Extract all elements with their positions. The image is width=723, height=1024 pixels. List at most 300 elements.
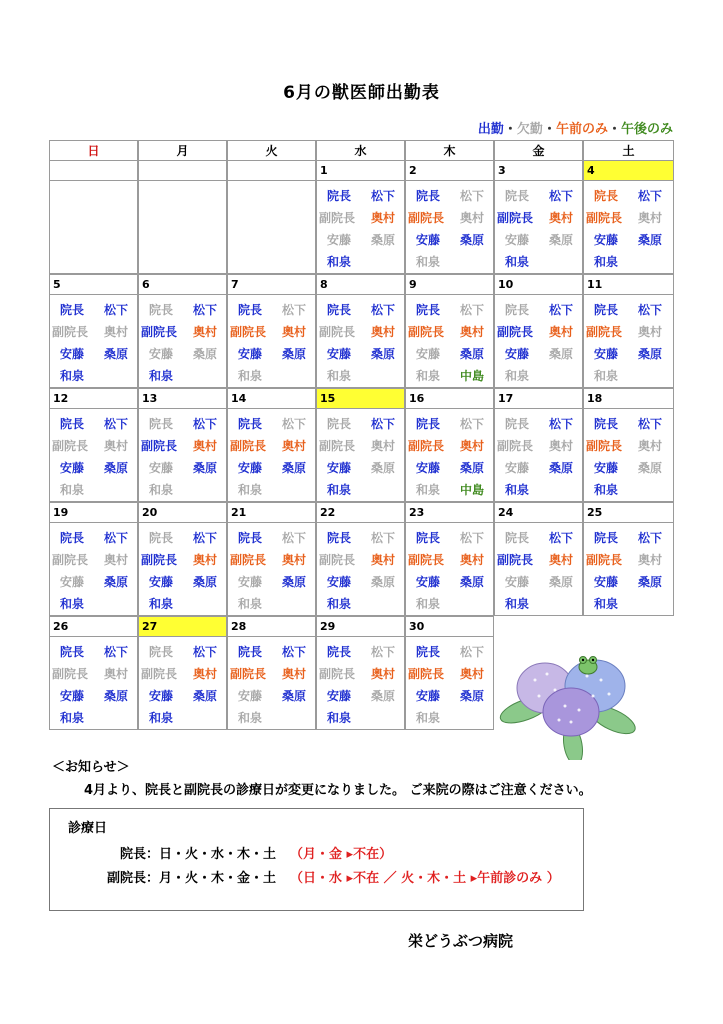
- staff-name: 和泉: [416, 369, 441, 383]
- staff-name: 桑原: [371, 689, 396, 703]
- staff-name: 安藤: [416, 461, 441, 475]
- date-number: 6: [138, 274, 227, 295]
- staff-name: 院長: [416, 531, 441, 545]
- staff-name: 奥村: [460, 667, 485, 681]
- staff-name: 院長: [238, 303, 263, 317]
- staff-name: 桑原: [282, 689, 307, 703]
- staff-name: 奥村: [193, 439, 218, 453]
- staff-name: 奥村: [549, 553, 574, 567]
- day-cell: [583, 522, 674, 616]
- date-number: 13: [138, 388, 227, 409]
- staff-name: 和泉: [238, 483, 263, 497]
- staff-name: 安藤: [505, 233, 530, 247]
- staff-name: 松下: [282, 417, 307, 431]
- staff-name: 院長: [594, 303, 619, 317]
- empty-day-cell: [138, 180, 227, 274]
- staff-name: 副院長: [319, 325, 356, 339]
- staff-name: 和泉: [327, 483, 352, 497]
- staff-name: 松下: [193, 417, 218, 431]
- staff-name: 奥村: [282, 325, 307, 339]
- staff-name: 松下: [193, 531, 218, 545]
- staff-name: 桑原: [638, 575, 663, 589]
- weekday-header: 火: [227, 140, 316, 161]
- hospital-name: 栄どうぶつ病院: [408, 932, 514, 950]
- staff-name: 副院長: [319, 553, 356, 567]
- staff-name: 松下: [104, 303, 129, 317]
- staff-name: 副院長: [408, 211, 445, 225]
- staff-name: 和泉: [594, 255, 619, 269]
- staff-name: 和泉: [149, 597, 174, 611]
- date-number: 7: [227, 274, 316, 295]
- director-days: ：日・火・水・木・土: [146, 847, 277, 862]
- date-number: 12: [49, 388, 138, 409]
- duty-calendar: [49, 140, 674, 738]
- staff-name: 安藤: [238, 461, 263, 475]
- date-number: 29: [316, 616, 405, 637]
- day-cell: [494, 180, 583, 274]
- staff-name: 安藤: [594, 233, 619, 247]
- staff-name: 院長: [416, 303, 441, 317]
- staff-name: 副院長: [52, 667, 89, 681]
- staff-name: 和泉: [238, 369, 263, 383]
- date-number: 22: [316, 502, 405, 523]
- staff-name: 桑原: [638, 233, 663, 247]
- legend-separator: ・: [607, 122, 621, 137]
- empty-day-cell: [227, 180, 316, 274]
- date-number: 15: [316, 388, 405, 409]
- staff-name: 和泉: [416, 711, 441, 725]
- staff-name: 奥村: [282, 667, 307, 681]
- staff-name: 松下: [282, 645, 307, 659]
- day-cell: [316, 180, 405, 274]
- staff-name: 中島: [460, 483, 485, 497]
- staff-name: 安藤: [327, 347, 352, 361]
- staff-name: 和泉: [416, 255, 441, 269]
- staff-name: 桑原: [104, 461, 129, 475]
- staff-name: 院長: [238, 531, 263, 545]
- staff-name: 安藤: [594, 461, 619, 475]
- staff-name: 奥村: [549, 325, 574, 339]
- staff-name: 安藤: [149, 575, 174, 589]
- staff-name: 和泉: [238, 597, 263, 611]
- staff-name: 松下: [638, 417, 663, 431]
- staff-name: 桑原: [460, 689, 485, 703]
- staff-name: 安藤: [60, 347, 85, 361]
- staff-name: 院長: [505, 189, 530, 203]
- staff-name: 安藤: [60, 575, 85, 589]
- staff-name: 安藤: [238, 347, 263, 361]
- date-number: 23: [405, 502, 494, 523]
- staff-name: 奥村: [282, 553, 307, 567]
- staff-name: 奥村: [460, 211, 485, 225]
- staff-name: 桑原: [371, 233, 396, 247]
- staff-name: 副院長: [141, 325, 178, 339]
- staff-name: 松下: [371, 645, 396, 659]
- staff-name: 副院長: [586, 211, 623, 225]
- staff-name: 桑原: [549, 347, 574, 361]
- date-number: 4: [583, 160, 674, 181]
- staff-name: 奥村: [371, 667, 396, 681]
- staff-name: 桑原: [460, 461, 485, 475]
- staff-name: 松下: [549, 417, 574, 431]
- day-cell: [316, 636, 405, 730]
- staff-name: 松下: [460, 645, 485, 659]
- staff-name: 桑原: [549, 233, 574, 247]
- day-cell: [583, 180, 674, 274]
- empty-date-cell: [227, 160, 316, 181]
- staff-name: 安藤: [505, 575, 530, 589]
- staff-name: 奥村: [193, 553, 218, 567]
- staff-name: 副院長: [52, 553, 89, 567]
- staff-name: 院長: [505, 303, 530, 317]
- staff-name: 松下: [371, 531, 396, 545]
- hydrangea-frog-illustration: [495, 650, 645, 760]
- staff-name: 副院長: [586, 325, 623, 339]
- staff-name: 松下: [460, 303, 485, 317]
- staff-name: 桑原: [104, 689, 129, 703]
- staff-name: 和泉: [60, 483, 85, 497]
- staff-name: 奥村: [193, 325, 218, 339]
- status-legend: [478, 118, 673, 137]
- staff-name: 安藤: [327, 689, 352, 703]
- staff-name: 桑原: [193, 689, 218, 703]
- staff-name: 副院長: [497, 553, 534, 567]
- staff-name: 副院長: [408, 553, 445, 567]
- staff-name: 和泉: [594, 483, 619, 497]
- staff-name: 奥村: [193, 667, 218, 681]
- staff-name: 松下: [371, 189, 396, 203]
- staff-name: 和泉: [505, 255, 530, 269]
- date-number: 24: [494, 502, 583, 523]
- staff-name: 奥村: [638, 325, 663, 339]
- date-number: 18: [583, 388, 674, 409]
- staff-name: 奥村: [549, 439, 574, 453]
- staff-name: 安藤: [149, 461, 174, 475]
- weekday-header: 土: [583, 140, 674, 161]
- staff-name: 院長: [416, 417, 441, 431]
- vice-director-days-row: [90, 867, 560, 886]
- empty-date-cell: [138, 160, 227, 181]
- staff-name: 桑原: [549, 461, 574, 475]
- staff-name: 奥村: [371, 211, 396, 225]
- staff-name: 和泉: [505, 597, 530, 611]
- staff-name: 安藤: [238, 689, 263, 703]
- staff-name: 桑原: [460, 233, 485, 247]
- date-number: 21: [227, 502, 316, 523]
- day-cell: [316, 294, 405, 388]
- staff-name: 院長: [60, 303, 85, 317]
- empty-day-cell: [49, 180, 138, 274]
- staff-name: 院長: [416, 645, 441, 659]
- weekday-header: 水: [316, 140, 405, 161]
- staff-name: 松下: [549, 303, 574, 317]
- staff-name: 奥村: [638, 211, 663, 225]
- staff-name: 奥村: [371, 325, 396, 339]
- date-number: 20: [138, 502, 227, 523]
- staff-name: 桑原: [282, 575, 307, 589]
- staff-name: 桑原: [193, 575, 218, 589]
- staff-name: 院長: [327, 189, 352, 203]
- staff-name: 和泉: [60, 597, 85, 611]
- staff-name: 松下: [282, 303, 307, 317]
- day-cell: [583, 294, 674, 388]
- staff-name: 院長: [327, 303, 352, 317]
- staff-name: 桑原: [282, 461, 307, 475]
- date-number: 5: [49, 274, 138, 295]
- staff-name: 副院長: [408, 667, 445, 681]
- staff-name: 院長: [149, 531, 174, 545]
- staff-name: 桑原: [638, 461, 663, 475]
- staff-name: 安藤: [149, 689, 174, 703]
- date-number: 11: [583, 274, 674, 295]
- staff-name: 和泉: [416, 483, 441, 497]
- staff-name: 松下: [460, 531, 485, 545]
- staff-name: 副院長: [230, 553, 267, 567]
- staff-name: 副院長: [319, 667, 356, 681]
- staff-name: 副院長: [52, 325, 89, 339]
- notice-heading: ＜お知らせ＞: [52, 760, 130, 775]
- staff-name: 院長: [594, 417, 619, 431]
- staff-name: 松下: [193, 303, 218, 317]
- staff-name: 副院長: [408, 439, 445, 453]
- consultation-days-box: [49, 808, 584, 911]
- staff-name: 松下: [371, 417, 396, 431]
- staff-name: 安藤: [416, 575, 441, 589]
- staff-name: 副院長: [497, 439, 534, 453]
- staff-name: 松下: [104, 417, 129, 431]
- date-number: 3: [494, 160, 583, 181]
- staff-name: 副院長: [141, 667, 178, 681]
- day-cell: [405, 408, 494, 502]
- staff-name: 松下: [104, 645, 129, 659]
- staff-name: 副院長: [141, 553, 178, 567]
- director-label: 院長: [119, 847, 146, 862]
- staff-name: 奥村: [371, 439, 396, 453]
- staff-name: 奥村: [282, 439, 307, 453]
- day-cell: [316, 408, 405, 502]
- staff-name: 副院長: [586, 553, 623, 567]
- staff-name: 松下: [638, 531, 663, 545]
- staff-name: 桑原: [460, 347, 485, 361]
- staff-name: 松下: [638, 303, 663, 317]
- staff-name: 副院長: [319, 211, 356, 225]
- staff-name: 安藤: [327, 233, 352, 247]
- day-cell: [316, 522, 405, 616]
- staff-name: 桑原: [638, 347, 663, 361]
- date-number: 17: [494, 388, 583, 409]
- staff-name: 和泉: [149, 483, 174, 497]
- staff-name: 桑原: [193, 347, 218, 361]
- staff-name: 副院長: [497, 211, 534, 225]
- staff-name: 桑原: [282, 347, 307, 361]
- staff-name: 安藤: [327, 575, 352, 589]
- staff-name: 奥村: [638, 553, 663, 567]
- day-cell: [494, 522, 583, 616]
- notice-text: 4月より、院長と副院長の診療日が変更になりました。 ご来院の際はご注意ください。: [84, 783, 592, 798]
- day-cell: [405, 180, 494, 274]
- weekday-header: 金: [494, 140, 583, 161]
- staff-name: 和泉: [60, 711, 85, 725]
- staff-name: 奥村: [460, 439, 485, 453]
- staff-name: 安藤: [416, 689, 441, 703]
- staff-name: 院長: [594, 189, 619, 203]
- staff-name: 副院長: [230, 439, 267, 453]
- legend-pm: 午後のみ: [620, 122, 673, 137]
- staff-name: 和泉: [60, 369, 85, 383]
- staff-name: 松下: [460, 189, 485, 203]
- staff-name: 松下: [638, 189, 663, 203]
- staff-name: 安藤: [60, 461, 85, 475]
- legend-off: 欠勤: [516, 122, 543, 137]
- day-cell: [49, 294, 138, 388]
- staff-name: 松下: [282, 531, 307, 545]
- staff-name: 安藤: [327, 461, 352, 475]
- day-cell: [494, 294, 583, 388]
- day-cell: [494, 408, 583, 502]
- staff-name: 桑原: [104, 575, 129, 589]
- staff-name: 和泉: [327, 369, 352, 383]
- day-cell: [138, 636, 227, 730]
- staff-name: 和泉: [327, 711, 352, 725]
- date-number: 2: [405, 160, 494, 181]
- staff-name: 院長: [238, 417, 263, 431]
- staff-name: 安藤: [238, 575, 263, 589]
- day-cell: [227, 636, 316, 730]
- staff-name: 桑原: [549, 575, 574, 589]
- vice-director-note: （日・水 ▸不在 ／ 火・木・土 ▸午前診のみ ）: [290, 871, 560, 886]
- date-number: 8: [316, 274, 405, 295]
- day-cell: [227, 294, 316, 388]
- staff-name: 奥村: [104, 439, 129, 453]
- staff-name: 院長: [149, 303, 174, 317]
- staff-name: 安藤: [505, 347, 530, 361]
- staff-name: 和泉: [505, 369, 530, 383]
- day-cell: [227, 522, 316, 616]
- staff-name: 安藤: [594, 575, 619, 589]
- legend-am: 午前のみ: [555, 122, 608, 137]
- day-cell: [49, 522, 138, 616]
- staff-name: 院長: [327, 417, 352, 431]
- staff-name: 安藤: [149, 347, 174, 361]
- date-number: 28: [227, 616, 316, 637]
- staff-name: 安藤: [594, 347, 619, 361]
- director-days-row: [90, 843, 392, 862]
- weekday-header: 日: [49, 140, 138, 161]
- staff-name: 和泉: [149, 369, 174, 383]
- day-cell: [405, 294, 494, 388]
- staff-name: 院長: [149, 645, 174, 659]
- consultation-days-title: 診療日: [68, 821, 108, 836]
- date-number: 25: [583, 502, 674, 523]
- staff-name: 奥村: [460, 553, 485, 567]
- staff-name: 院長: [149, 417, 174, 431]
- staff-name: 奥村: [460, 325, 485, 339]
- staff-name: 院長: [60, 417, 85, 431]
- staff-name: 奥村: [104, 667, 129, 681]
- day-cell: [405, 636, 494, 730]
- staff-name: 和泉: [416, 597, 441, 611]
- staff-name: 奥村: [371, 553, 396, 567]
- staff-name: 院長: [327, 645, 352, 659]
- staff-name: 桑原: [193, 461, 218, 475]
- staff-name: 奥村: [549, 211, 574, 225]
- staff-name: 院長: [416, 189, 441, 203]
- staff-name: 副院長: [586, 439, 623, 453]
- staff-name: 桑原: [371, 575, 396, 589]
- vice-director-days: ：月・火・木・金・土: [146, 871, 277, 886]
- weekday-header: 木: [405, 140, 494, 161]
- staff-name: 安藤: [416, 347, 441, 361]
- day-cell: [583, 408, 674, 502]
- vice-director-label: 副院長: [106, 871, 146, 886]
- staff-name: 奥村: [104, 553, 129, 567]
- staff-name: 副院長: [230, 325, 267, 339]
- staff-name: 和泉: [327, 597, 352, 611]
- staff-name: 副院長: [230, 667, 267, 681]
- day-cell: [138, 522, 227, 616]
- staff-name: 和泉: [149, 711, 174, 725]
- staff-name: 松下: [371, 303, 396, 317]
- staff-name: 中島: [460, 369, 485, 383]
- date-number: 19: [49, 502, 138, 523]
- staff-name: 松下: [549, 189, 574, 203]
- staff-name: 安藤: [505, 461, 530, 475]
- day-cell: [49, 636, 138, 730]
- staff-name: 院長: [60, 531, 85, 545]
- date-number: 26: [49, 616, 138, 637]
- page-title: 6月の獣医師出勤表: [283, 83, 440, 103]
- legend-separator: ・: [542, 122, 556, 137]
- staff-name: 松下: [549, 531, 574, 545]
- date-number: 1: [316, 160, 405, 181]
- day-cell: [405, 522, 494, 616]
- staff-name: 奥村: [104, 325, 129, 339]
- date-number: 16: [405, 388, 494, 409]
- legend-work: 出勤: [477, 122, 504, 137]
- staff-name: 院長: [505, 417, 530, 431]
- staff-name: 副院長: [141, 439, 178, 453]
- day-cell: [138, 294, 227, 388]
- staff-name: 松下: [460, 417, 485, 431]
- staff-name: 和泉: [594, 597, 619, 611]
- staff-name: 松下: [193, 645, 218, 659]
- staff-name: 院長: [327, 531, 352, 545]
- day-cell: [49, 408, 138, 502]
- weekday-header: 月: [138, 140, 227, 161]
- staff-name: 和泉: [505, 483, 530, 497]
- staff-name: 安藤: [416, 233, 441, 247]
- day-cell: [138, 408, 227, 502]
- staff-name: 奥村: [638, 439, 663, 453]
- staff-name: 安藤: [60, 689, 85, 703]
- staff-name: 和泉: [327, 255, 352, 269]
- staff-name: 院長: [238, 645, 263, 659]
- date-number: 14: [227, 388, 316, 409]
- staff-name: 副院長: [319, 439, 356, 453]
- staff-name: 副院長: [408, 325, 445, 339]
- date-number: 10: [494, 274, 583, 295]
- staff-name: 桑原: [371, 461, 396, 475]
- staff-name: 院長: [60, 645, 85, 659]
- director-note: （月・金 ▸不在）: [290, 847, 393, 862]
- staff-name: 副院長: [52, 439, 89, 453]
- legend-separator: ・: [503, 122, 517, 137]
- staff-name: 院長: [505, 531, 530, 545]
- day-cell: [227, 408, 316, 502]
- staff-name: 和泉: [238, 711, 263, 725]
- staff-name: 松下: [104, 531, 129, 545]
- staff-name: 和泉: [594, 369, 619, 383]
